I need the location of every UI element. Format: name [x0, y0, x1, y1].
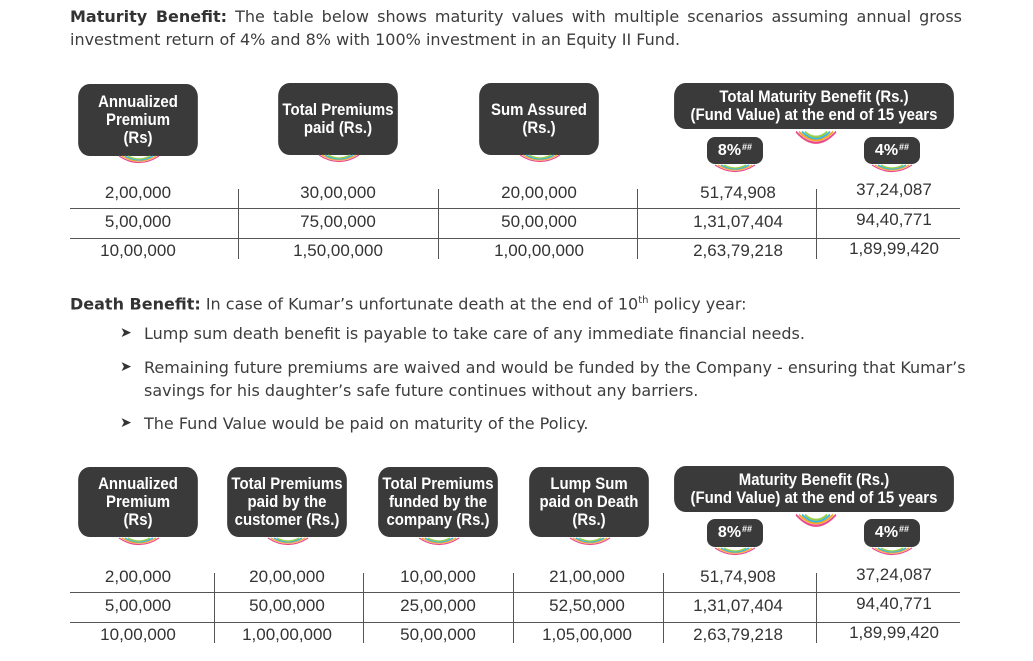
table-cell: 10,00,000 [100, 241, 176, 260]
rate-pill-8: 8% ## [707, 137, 763, 164]
table-cell: 25,00,000 [400, 596, 476, 615]
header-annualized-premium: Annualized Premium (Rs) [78, 84, 198, 156]
rainbow-arc-decoration [712, 547, 758, 557]
header-annualized-premium: Annualized Premium (Rs) [78, 467, 198, 537]
table-cell: 21,00,000 [549, 567, 625, 586]
rainbow-arc-decoration [517, 154, 563, 168]
rainbow-arc-decoration [316, 154, 362, 168]
rate-pill-4: 4% ## [864, 519, 920, 547]
header-total-maturity-benefit: Total Maturity Benefit (Rs.) (Fund Value) at the end of 15 years [674, 83, 954, 129]
table-cell: 50,00,000 [249, 596, 325, 615]
table-cell: 30,00,000 [300, 183, 376, 202]
list-item: ➤ Lump sum death benefit is payable to take care of any immediate financial needs. [120, 324, 805, 343]
table-cell: 5,00,000 [104, 212, 172, 231]
table-cell: 37,24,087 [856, 180, 932, 199]
table-cell: 10,00,000 [100, 625, 176, 644]
rainbow-arc-decoration [116, 537, 162, 551]
rainbow-arc-decoration [567, 537, 613, 551]
table-cell: 1,05,00,000 [542, 625, 632, 644]
maturity-benefit-label: Maturity Benefit: [70, 7, 228, 26]
maturity-benefit-intro [70, 5, 962, 51]
table-cell: 1,31,07,404 [693, 596, 783, 615]
list-item: ➤ Remaining future premiums are waived and would be funded by the Company - ensuring that Kumar’s savings for his daughter’s safe future continues without any barriers. [120, 358, 966, 400]
rainbow-arc-decoration [869, 547, 915, 557]
header-sum-assured: Sum Assured (Rs.) [479, 83, 599, 155]
rainbow-arc-decoration [116, 155, 162, 169]
table-cell: 1,00,00,000 [242, 625, 332, 644]
header-premiums-paid-by-customer: Total Premiums paid by the customer (Rs.) [227, 467, 347, 537]
table-cell: 50,00,000 [501, 212, 577, 231]
header-total-premiums-paid: Total Premiums paid (Rs.) [278, 83, 398, 155]
rainbow-arc-decoration [265, 537, 311, 551]
arrow-bullet-icon: ➤ [120, 415, 132, 431]
header-premiums-funded-by-company: Total Premiums funded by the company (Rs.) [378, 467, 498, 537]
table-cell: 20,00,000 [249, 567, 325, 586]
table-cell: 94,40,771 [856, 594, 932, 613]
list-item: ➤ The Fund Value would be paid on maturity of the Policy. [120, 414, 589, 433]
table-cell: 10,00,000 [400, 567, 476, 586]
table-cell: 2,00,000 [104, 567, 172, 586]
table-cell: 2,63,79,218 [693, 625, 783, 644]
rainbow-arc-decoration [869, 164, 915, 174]
death-benefit-label: Death Benefit: [70, 294, 201, 314]
rate-pill-8: 8% ## [707, 519, 763, 547]
table-cell: 1,50,00,000 [293, 241, 383, 260]
table-cell: 1,89,99,420 [849, 239, 939, 258]
table-cell: 1,31,07,404 [693, 212, 783, 231]
table-cell: 5,00,000 [104, 596, 172, 615]
header-maturity-benefit: Maturity Benefit (Rs.) (Fund Value) at the end of 15 years [674, 466, 954, 512]
table-cell: 75,00,000 [300, 212, 376, 231]
table-cell: 2,00,000 [104, 183, 172, 202]
table-cell: 52,50,000 [549, 596, 625, 615]
table-cell: 2,63,79,218 [693, 241, 783, 260]
table-cell: 37,24,087 [856, 565, 932, 584]
table-cell: 51,74,908 [700, 183, 776, 202]
rainbow-arc-decoration [712, 164, 758, 174]
rainbow-arc-decoration [793, 130, 839, 156]
rainbow-arc-decoration [416, 537, 462, 551]
maturity-benefit-text: The table below shows maturity values with multiple scenarios assuming annual gross investment return of 4% and 8% with 100% investment in an Equity II Fund. [70, 7, 962, 49]
table-cell: 50,00,000 [400, 625, 476, 644]
arrow-bullet-icon: ➤ [120, 359, 132, 375]
table-cell: 94,40,771 [856, 210, 932, 229]
rainbow-arc-decoration [793, 513, 839, 539]
arrow-bullet-icon: ➤ [120, 325, 132, 341]
table-cell: 51,74,908 [700, 567, 776, 586]
table-cell: 1,89,99,420 [849, 623, 939, 642]
header-lump-sum-paid-on-death: Lump Sum paid on Death (Rs.) [529, 467, 649, 537]
table-cell: 1,00,00,000 [494, 241, 584, 260]
table-cell: 20,00,000 [501, 183, 577, 202]
death-benefit-intro: Death Benefit: In case of Kumar’s unfortunate death at the end of 10th policy year: [70, 294, 747, 314]
rate-pill-4: 4% ## [864, 137, 920, 164]
